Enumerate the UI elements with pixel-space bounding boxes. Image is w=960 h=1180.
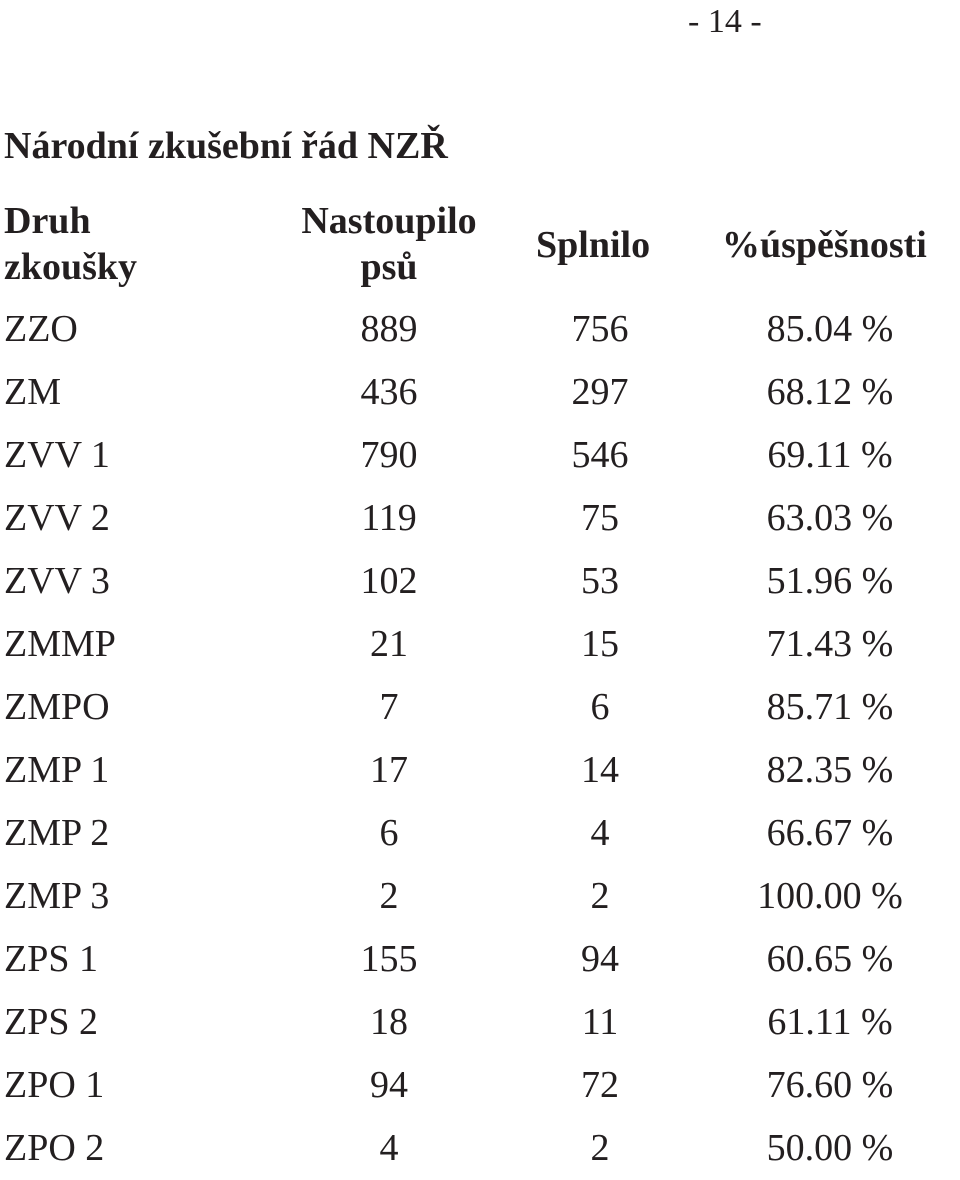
table-row bbox=[0, 739, 960, 802]
cell-passed: 2 bbox=[590, 875, 610, 917]
cell-success-rate: 76.60 % bbox=[766, 1064, 894, 1106]
cell-success-rate: 100.00 % bbox=[757, 875, 903, 917]
table-row bbox=[0, 487, 960, 550]
cell-passed: 94 bbox=[581, 938, 619, 980]
table-row bbox=[0, 298, 960, 361]
cell-started: 436 bbox=[360, 371, 418, 413]
cell-passed: 15 bbox=[581, 623, 619, 665]
cell-success-rate: 50.00 % bbox=[766, 1127, 894, 1169]
cell-success-rate: 51.96 % bbox=[766, 560, 894, 602]
cell-exam-type: ZPS 1 bbox=[4, 938, 98, 980]
cell-passed: 4 bbox=[590, 812, 610, 854]
cell-exam-type: ZMPO bbox=[4, 686, 110, 728]
column-header-success-rate: %úspěšnosti bbox=[722, 224, 927, 266]
cell-success-rate: 71.43 % bbox=[766, 623, 894, 665]
cell-started: 17 bbox=[370, 749, 408, 791]
cell-started: 4 bbox=[379, 1127, 399, 1169]
column-header-started-line2: psů bbox=[360, 246, 418, 288]
cell-exam-type: ZM bbox=[4, 371, 61, 413]
cell-success-rate: 60.65 % bbox=[766, 938, 894, 980]
cell-success-rate: 85.71 % bbox=[766, 686, 894, 728]
cell-passed: 6 bbox=[590, 686, 610, 728]
cell-started: 119 bbox=[361, 497, 417, 539]
cell-passed: 2 bbox=[590, 1127, 610, 1169]
cell-started: 7 bbox=[379, 686, 399, 728]
cell-passed: 14 bbox=[581, 749, 619, 791]
table-row bbox=[0, 802, 960, 865]
table-row bbox=[0, 928, 960, 991]
cell-exam-type: ZPO 1 bbox=[4, 1064, 105, 1106]
cell-success-rate: 82.35 % bbox=[766, 749, 894, 791]
cell-started: 18 bbox=[370, 1001, 408, 1043]
cell-passed: 297 bbox=[571, 371, 629, 413]
results-table bbox=[0, 298, 960, 1180]
cell-success-rate: 68.12 % bbox=[766, 371, 894, 413]
cell-passed: 72 bbox=[581, 1064, 619, 1106]
cell-started: 21 bbox=[370, 623, 408, 665]
cell-success-rate: 63.03 % bbox=[766, 497, 894, 539]
table-row bbox=[0, 361, 960, 424]
column-header-exam-type-line2: zkoušky bbox=[4, 246, 138, 288]
cell-success-rate: 61.11 % bbox=[767, 1001, 893, 1043]
cell-passed: 75 bbox=[581, 497, 619, 539]
cell-exam-type: ZPO 2 bbox=[4, 1127, 105, 1169]
cell-started: 790 bbox=[360, 434, 418, 476]
cell-exam-type: ZPS 2 bbox=[4, 1001, 98, 1043]
table-row bbox=[0, 1117, 960, 1180]
page-title: Národní zkušební řád NZŘ bbox=[4, 125, 448, 167]
cell-started: 889 bbox=[360, 308, 418, 350]
cell-exam-type: ZMP 1 bbox=[4, 749, 110, 791]
cell-started: 94 bbox=[370, 1064, 408, 1106]
table-row bbox=[0, 676, 960, 739]
table-row bbox=[0, 550, 960, 613]
cell-started: 155 bbox=[360, 938, 418, 980]
cell-exam-type: ZMMP bbox=[4, 623, 116, 665]
table-row bbox=[0, 1054, 960, 1117]
cell-exam-type: ZVV 2 bbox=[4, 497, 110, 539]
cell-exam-type: ZZO bbox=[4, 308, 78, 350]
cell-started: 102 bbox=[360, 560, 418, 602]
cell-exam-type: ZMP 3 bbox=[4, 875, 110, 917]
cell-passed: 53 bbox=[581, 560, 619, 602]
column-header-exam-type-line1: Druh bbox=[4, 200, 91, 242]
table-row bbox=[0, 424, 960, 487]
cell-passed: 546 bbox=[571, 434, 629, 476]
cell-exam-type: ZVV 3 bbox=[4, 560, 110, 602]
table-row bbox=[0, 865, 960, 928]
cell-passed: 756 bbox=[571, 308, 629, 350]
cell-success-rate: 69.11 % bbox=[767, 434, 893, 476]
cell-started: 6 bbox=[379, 812, 399, 854]
cell-started: 2 bbox=[379, 875, 399, 917]
column-header-passed: Splnilo bbox=[536, 224, 651, 266]
cell-success-rate: 85.04 % bbox=[766, 308, 894, 350]
page-number: - 14 - bbox=[688, 3, 762, 40]
column-header-started-line1: Nastoupilo bbox=[301, 200, 477, 242]
cell-exam-type: ZMP 2 bbox=[4, 812, 110, 854]
table-row bbox=[0, 991, 960, 1054]
column-header-exam-type bbox=[4, 198, 137, 290]
cell-exam-type: ZVV 1 bbox=[4, 434, 110, 476]
cell-success-rate: 66.67 % bbox=[766, 812, 894, 854]
cell-passed: 11 bbox=[581, 1001, 619, 1043]
table-row bbox=[0, 613, 960, 676]
column-header-started bbox=[284, 198, 494, 290]
